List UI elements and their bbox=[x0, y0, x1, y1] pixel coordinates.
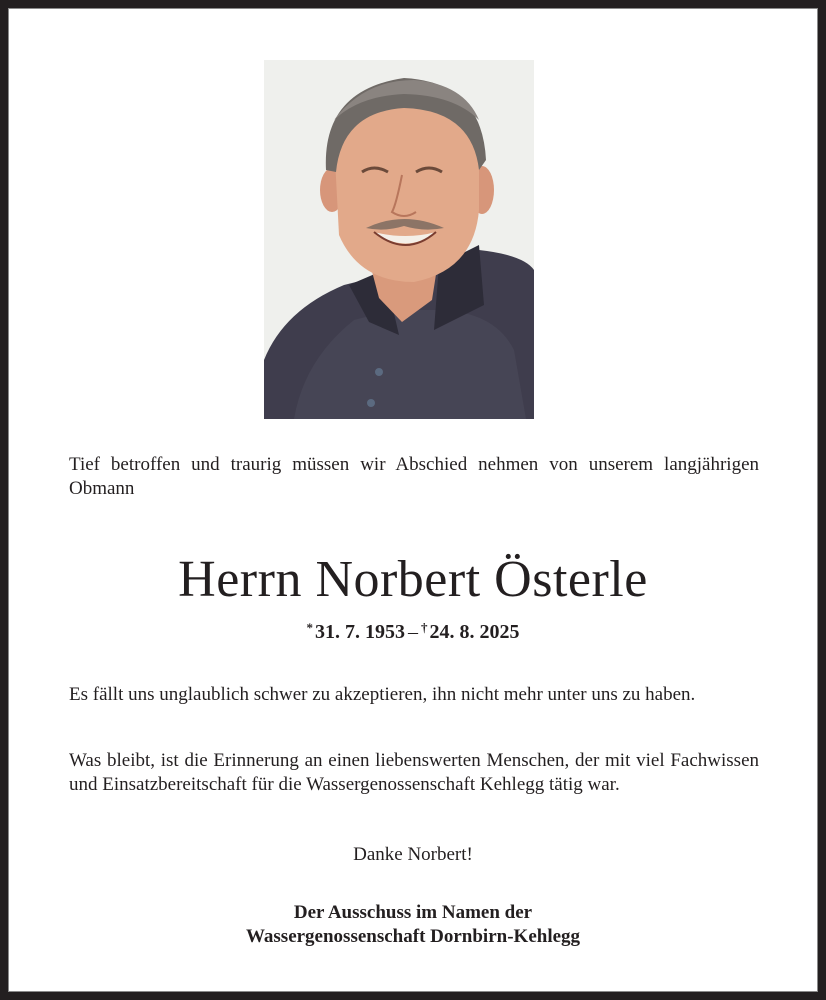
signoff bbox=[8, 901, 818, 949]
deceased-name: Herrn Norbert Österle bbox=[178, 551, 648, 608]
thanks-line: Danke Norbert! bbox=[353, 844, 473, 865]
paragraph-1: Es fällt uns unglaublich schwer zu akzeptieren, ihn nicht mehr unter uns zu haben. bbox=[69, 684, 696, 705]
portrait-illustration bbox=[264, 60, 534, 419]
death-symbol-cross-icon: † bbox=[421, 620, 428, 635]
obituary-card bbox=[8, 8, 818, 992]
birth-symbol: * bbox=[306, 620, 313, 635]
paragraph-2: Was bleibt, ist die Erinnerung an einen liebenswerten Menschen, der mit viel Fachwissen und Einsatzbereitschaft für die Wassergenossenschaft Kehlegg tätig war. bbox=[69, 750, 759, 795]
death-date: 24. 8. 2025 bbox=[429, 621, 520, 643]
signoff-line-2: Wassergenossenschaft Dornbirn-Kehlegg bbox=[245, 926, 581, 947]
intro-text: Tief betroffen und traurig müssen wir Abschied nehmen von unserem langjährigen Obmann bbox=[69, 454, 759, 499]
life-dates bbox=[8, 614, 818, 646]
date-separator: – bbox=[408, 621, 418, 643]
signoff-line-1: Der Ausschuss im Namen der bbox=[293, 902, 533, 923]
portrait-photo bbox=[264, 60, 534, 419]
birth-date: 31. 7. 1953 bbox=[315, 621, 405, 643]
